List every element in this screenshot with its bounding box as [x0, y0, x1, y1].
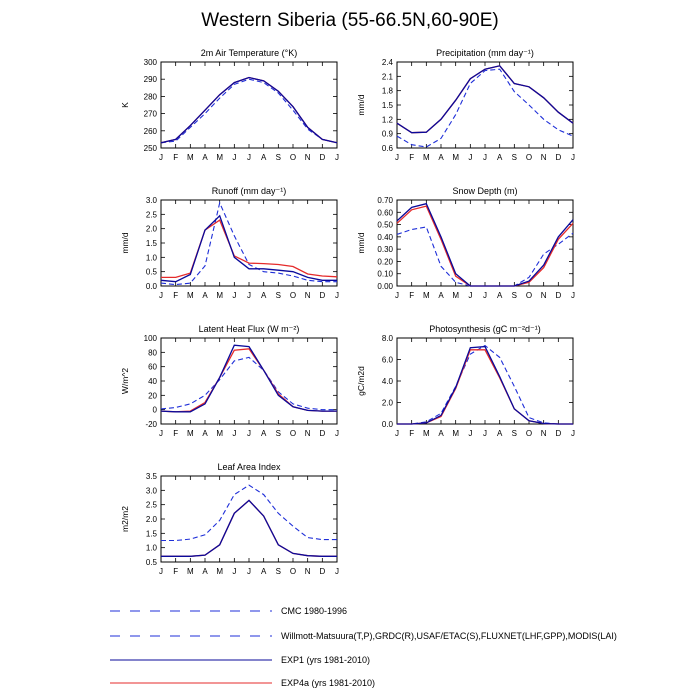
x-tick-label: M: [452, 153, 460, 162]
legend-label-1: Willmott-Matsuura(T,P),GRDC(R),USAF/ETAC(S),FLUXNET(LHF,GPP),MODIS(LAI): [281, 631, 617, 641]
x-tick-label: J: [247, 153, 251, 162]
x-tick-label: S: [275, 429, 282, 438]
series-line-exp4a: [397, 206, 573, 286]
legend-label-3: EXP4a (yrs 1981-2010): [281, 678, 376, 688]
y-tick-label: 0.50: [377, 220, 393, 230]
y-tick-label: 2.0: [381, 398, 393, 408]
series-line-exp4a: [161, 78, 337, 143]
x-tick-label: M: [216, 429, 224, 438]
x-tick-label: O: [289, 429, 297, 438]
y-tick-label: 2.4: [381, 58, 393, 67]
legend: [110, 606, 617, 688]
x-tick-label: A: [260, 429, 267, 438]
x-tick-label: F: [173, 291, 179, 300]
y-tick-label: 20: [148, 391, 157, 401]
x-tick-label: N: [304, 429, 311, 438]
y-tick-label: 0.60: [377, 208, 393, 218]
y-axis-label: mm/d: [356, 94, 366, 116]
y-tick-label: 1.0: [145, 543, 157, 553]
y-tick-label: 6.0: [381, 355, 393, 365]
x-tick-label: N: [540, 153, 547, 162]
x-tick-label: A: [202, 291, 208, 300]
x-tick-label: A: [438, 153, 444, 162]
x-tick-label: A: [202, 153, 208, 162]
y-tick-label: 60: [148, 362, 157, 372]
x-tick-label: D: [319, 153, 326, 162]
x-tick-label: A: [438, 291, 444, 300]
x-tick-label: D: [319, 567, 326, 576]
y-tick-label: 0.20: [377, 257, 393, 267]
series-line-exp4a: [161, 349, 337, 412]
panel-snow-depth: [356, 186, 575, 300]
series-line-exp4a: [397, 66, 573, 133]
series-line-exp1: [397, 66, 573, 133]
x-tick-label: J: [468, 153, 473, 162]
panel-latent-heat-flux: [120, 324, 339, 438]
x-tick-label: M: [216, 567, 224, 576]
panel-leaf-area-index: [120, 462, 339, 576]
panel-runoff: [120, 186, 339, 300]
x-tick-label: A: [260, 153, 267, 162]
x-tick-label: M: [186, 291, 194, 300]
series-line-exp1: [397, 347, 573, 424]
x-tick-label: J: [232, 153, 237, 162]
y-tick-label: 0.70: [377, 196, 393, 205]
series-line-obs: [161, 79, 337, 143]
series-line-exp4a: [161, 500, 337, 556]
panel-title: Latent Heat Flux (W m⁻²): [198, 324, 300, 334]
plot-frame: [161, 476, 337, 562]
x-tick-label: J: [247, 429, 251, 438]
x-tick-label: N: [304, 291, 311, 300]
x-tick-label: J: [335, 153, 339, 162]
series-line-exp1: [161, 500, 337, 556]
x-tick-label: J: [159, 567, 163, 576]
x-tick-label: M: [452, 429, 460, 438]
x-tick-label: O: [525, 429, 533, 438]
legend-label-2: EXP1 (yrs 1981-2010): [281, 655, 371, 665]
y-tick-label: 270: [143, 109, 157, 119]
series-line-exp1: [161, 216, 337, 282]
x-tick-label: J: [571, 291, 575, 300]
y-tick-label: 260: [143, 126, 157, 136]
x-tick-label: S: [511, 153, 518, 162]
x-tick-label: A: [438, 429, 444, 438]
panel-air-temperature: [120, 48, 339, 162]
y-axis-label: m2/m2: [120, 506, 130, 532]
y-axis-label: W/m^2: [120, 367, 130, 395]
y-tick-label: 2.5: [145, 500, 157, 510]
series-line-exp1: [161, 78, 337, 143]
series-line-exp1: [161, 345, 337, 412]
x-tick-label: J: [335, 429, 339, 438]
y-axis-label: mm/d: [356, 232, 366, 254]
x-tick-label: O: [525, 291, 533, 300]
x-tick-label: J: [571, 153, 575, 162]
x-tick-label: D: [555, 429, 562, 438]
x-tick-label: S: [511, 429, 518, 438]
y-tick-label: 3.0: [145, 486, 157, 496]
series-line-obs: [397, 69, 573, 147]
x-tick-label: A: [496, 429, 503, 438]
x-tick-label: J: [232, 429, 237, 438]
y-tick-label: 1.8: [381, 86, 393, 96]
x-tick-label: D: [319, 429, 326, 438]
panel-title: Snow Depth (m): [452, 186, 518, 196]
x-tick-label: F: [409, 429, 415, 438]
panel-title: Photosynthesis (gC m⁻²d⁻¹): [429, 324, 541, 334]
plot-frame: [397, 200, 573, 286]
x-tick-label: M: [422, 153, 430, 162]
x-tick-label: A: [260, 291, 267, 300]
y-tick-label: 0.0: [145, 282, 157, 291]
y-tick-label: 0.00: [377, 282, 393, 291]
x-tick-label: F: [173, 153, 179, 162]
series-line-exp1: [397, 204, 573, 286]
panel-title: 2m Air Temperature (°K): [200, 48, 298, 58]
x-tick-label: O: [289, 153, 297, 162]
x-tick-label: J: [232, 291, 237, 300]
x-tick-label: F: [409, 291, 415, 300]
x-tick-label: N: [304, 153, 311, 162]
x-tick-label: J: [395, 153, 399, 162]
y-tick-label: 0.0: [381, 420, 393, 429]
x-tick-label: J: [159, 429, 163, 438]
x-tick-label: F: [173, 429, 179, 438]
y-tick-label: 0.10: [377, 269, 393, 279]
series-line-obs: [161, 203, 337, 285]
x-tick-label: J: [159, 153, 163, 162]
figure-title: Western Siberia (55-66.5N,60-90E): [201, 10, 499, 31]
x-tick-label: A: [202, 567, 208, 576]
y-tick-label: 2.0: [145, 224, 157, 234]
x-tick-label: J: [335, 567, 339, 576]
panel-title: Runoff (mm day⁻¹): [211, 186, 287, 196]
y-tick-label: 3.0: [145, 196, 157, 205]
x-tick-label: M: [186, 429, 194, 438]
series-line-obs: [161, 485, 337, 540]
y-axis-label: mm/d: [120, 232, 130, 254]
x-tick-label: J: [335, 291, 339, 300]
x-tick-label: J: [571, 429, 575, 438]
y-tick-label: 0.5: [145, 558, 157, 567]
x-tick-label: J: [483, 291, 487, 300]
x-tick-label: O: [525, 153, 533, 162]
y-tick-label: 1.0: [145, 253, 157, 263]
y-tick-label: 300: [143, 58, 157, 67]
panel-title: Leaf Area Index: [217, 462, 281, 472]
x-tick-label: M: [452, 291, 460, 300]
y-tick-label: 8.0: [381, 334, 393, 343]
x-tick-label: M: [422, 429, 430, 438]
y-tick-label: 1.5: [381, 101, 393, 110]
x-tick-label: J: [395, 291, 399, 300]
x-tick-label: O: [289, 291, 297, 300]
x-tick-label: J: [247, 291, 251, 300]
y-tick-label: 0.40: [377, 232, 393, 242]
y-tick-label: 0.6: [381, 144, 393, 153]
y-tick-label: 0.5: [145, 267, 157, 277]
x-tick-label: M: [186, 153, 194, 162]
x-tick-label: O: [289, 567, 297, 576]
x-tick-label: A: [202, 429, 208, 438]
x-tick-label: J: [483, 153, 487, 162]
y-tick-label: 3.5: [145, 472, 157, 481]
panel-precipitation: [356, 48, 575, 162]
plot-frame: [161, 62, 337, 148]
y-axis-label: gC/m2d: [356, 366, 366, 396]
y-tick-label: 0: [152, 405, 157, 415]
x-tick-label: F: [409, 153, 415, 162]
x-tick-label: J: [247, 567, 251, 576]
y-tick-label: 290: [143, 75, 157, 85]
x-tick-label: S: [511, 291, 518, 300]
y-tick-label: 2.1: [381, 72, 393, 82]
x-tick-label: A: [496, 291, 503, 300]
y-tick-label: 2.0: [145, 515, 157, 524]
x-tick-label: J: [468, 291, 473, 300]
x-tick-label: D: [555, 153, 562, 162]
x-tick-label: J: [232, 567, 237, 576]
x-tick-label: M: [422, 291, 430, 300]
series-line-obs: [397, 227, 573, 286]
y-tick-label: -20: [145, 420, 157, 429]
x-tick-label: S: [275, 291, 282, 300]
y-tick-label: 2.5: [145, 210, 157, 220]
y-tick-label: 40: [148, 377, 157, 386]
y-tick-label: 0.30: [377, 245, 393, 255]
legend-label-0: CMC 1980-1996: [281, 606, 348, 616]
x-tick-label: J: [395, 429, 399, 438]
series-line-obs: [161, 357, 337, 409]
x-tick-label: N: [540, 429, 547, 438]
x-tick-label: J: [159, 291, 163, 300]
x-tick-label: D: [555, 291, 562, 300]
x-tick-label: A: [260, 567, 267, 576]
y-tick-label: 1.2: [381, 115, 393, 125]
x-tick-label: J: [483, 429, 487, 438]
x-tick-label: D: [319, 291, 326, 300]
y-tick-label: 1.5: [145, 239, 157, 248]
x-tick-label: A: [496, 153, 503, 162]
x-tick-label: S: [275, 567, 282, 576]
series-line-exp4a: [397, 350, 573, 424]
x-tick-label: M: [186, 567, 194, 576]
x-tick-label: M: [216, 153, 224, 162]
panel-title: Precipitation (mm day⁻¹): [436, 48, 534, 58]
y-tick-label: 1.5: [145, 529, 157, 539]
y-tick-label: 280: [143, 92, 157, 102]
series-line-obs: [397, 346, 573, 425]
panel-photosynthesis: [356, 324, 575, 438]
x-tick-label: M: [216, 291, 224, 300]
y-tick-label: 4.0: [381, 377, 393, 386]
plot-frame: [397, 62, 573, 148]
x-tick-label: J: [468, 429, 473, 438]
y-tick-label: 250: [143, 144, 157, 153]
y-tick-label: 100: [143, 334, 157, 343]
x-tick-label: N: [304, 567, 311, 576]
x-tick-label: F: [173, 567, 179, 576]
y-tick-label: 80: [148, 348, 157, 358]
plot-frame: [161, 200, 337, 286]
y-tick-label: 0.9: [381, 129, 393, 139]
x-tick-label: N: [540, 291, 547, 300]
y-axis-label: K: [120, 102, 130, 108]
x-tick-label: S: [275, 153, 282, 162]
